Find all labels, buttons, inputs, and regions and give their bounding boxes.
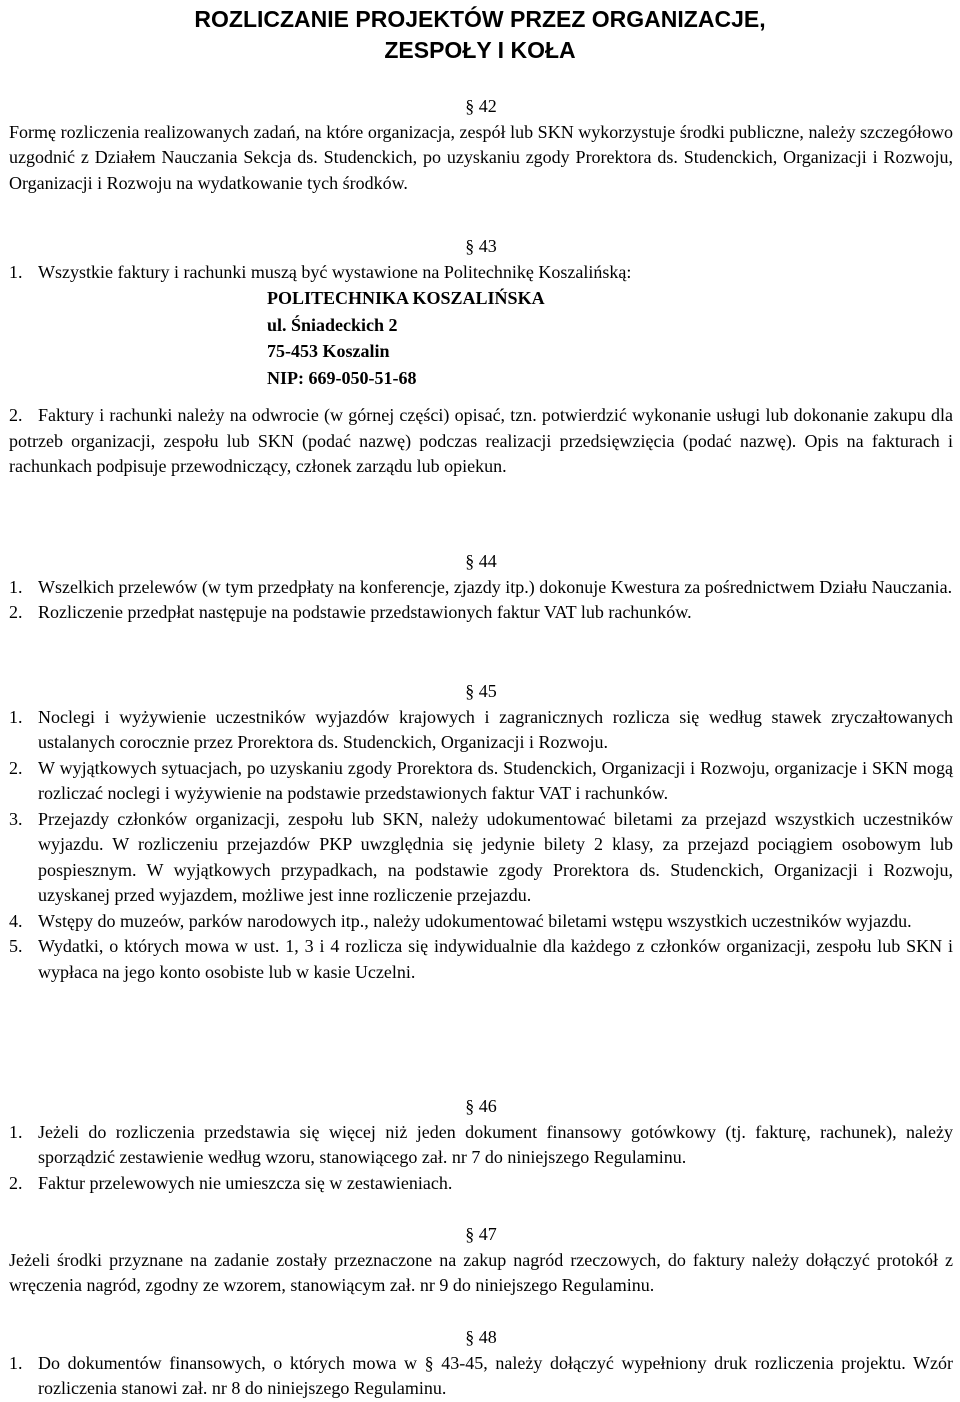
section-sign: § <box>424 1352 434 1373</box>
item-text-before: Do dokumentów finansowych, o których mowa w <box>38 1352 425 1373</box>
item-number: 1. <box>9 1121 23 1142</box>
item-number: 4. <box>9 910 23 931</box>
section-heading <box>9 549 953 575</box>
list-item <box>9 756 953 807</box>
list-item <box>9 575 953 601</box>
section-sign: § <box>465 1096 475 1116</box>
item-text: Rozliczenie przedpłat następuje na podstawie przedstawionych faktur VAT lub rachunków. <box>38 602 692 622</box>
invoice-address <box>267 285 953 391</box>
paragraph: Formę rozliczenia realizowanych zadań, na które organizacja, zespół lub SKN wykorzystuje środki publiczne, należy szczegółowo uzgodnić z Działem Nauczania Sekcja ds. Studenckich, po uzyskaniu zgody Prorektora ds. Studenckich, Organizacji i Rozwoju, Organizacji i Rozwoju na wydatkowanie tych środków. <box>9 121 953 193</box>
section-heading <box>9 1094 953 1120</box>
list-item <box>9 403 953 480</box>
list-item <box>9 807 953 909</box>
list-item <box>9 260 953 286</box>
item-number: 2. <box>9 405 23 425</box>
item-text: Wydatki, o których mowa w ust. 1, 3 i 4 rozlicza się indywidualnie dla każdego z członków organizacji, zespołu lub SKN i wypłaca na jego konto osobiste lub w kasie Uczelni. <box>38 936 953 982</box>
address-street: ul. Śniadeckich 2 <box>267 314 398 335</box>
section-number: 47 <box>478 1224 497 1244</box>
list-item <box>9 909 953 935</box>
item-number: 3. <box>9 808 23 829</box>
section-48 <box>9 1325 953 1402</box>
document-title <box>0 4 960 66</box>
item-text: Faktury i rachunki należy na odwrocie (w górnej części) opisać, tzn. potwierdzić wykonanie usługi lub dokonanie zakupu dla potrzeb organizacji, zespołu lub SKN (podać nazwę) podczas realizacji przedsięwzięcia (podać nazwę). Opis na fakturach i rachunkach podpisuje przewodniczący, członek zarządu lub opiekun. <box>9 405 953 476</box>
item-number: 1. <box>9 1352 23 1373</box>
section-43 <box>9 234 953 480</box>
section-47 <box>9 1222 953 1299</box>
section-number: 43 <box>478 236 497 256</box>
list-item <box>9 705 953 756</box>
section-number: 46 <box>478 1096 497 1116</box>
section-number: 44 <box>478 551 497 571</box>
list-item <box>9 1351 953 1402</box>
item-number: 1. <box>9 261 23 282</box>
item-number: 2. <box>9 1172 23 1193</box>
list-item <box>9 934 953 985</box>
section-heading <box>9 94 953 120</box>
section-44 <box>9 549 953 626</box>
item-number: 1. <box>9 576 23 597</box>
section-sign: § <box>465 96 475 116</box>
list-item <box>9 600 953 626</box>
item-number: 2. <box>9 757 23 778</box>
section-sign: § <box>465 1327 475 1347</box>
section-sign: § <box>465 236 475 256</box>
section-42 <box>9 94 953 196</box>
address-name: POLITECHNIKA KOSZALIŃSKA <box>267 288 545 308</box>
section-reference: 43-45 <box>441 1352 484 1373</box>
list-item <box>9 1171 953 1197</box>
section-46 <box>9 1094 953 1196</box>
section-heading <box>9 679 953 705</box>
spacer <box>9 391 953 403</box>
section-sign: § <box>465 1224 475 1244</box>
section-heading <box>9 234 953 260</box>
paragraph: Jeżeli środki przyznane na zadanie zostały przeznaczone na zakup nagród rzeczowych, do faktury należy dołączyć protokół z wręczenia nagród, zgodny ze wzorem, stanowiącym zał. nr 9 do niniejszego Regulaminu. <box>9 1249 953 1295</box>
item-text-after: , należy dołączyć wypełniony druk rozliczenia projektu. Wzór rozliczenia stanowi zał. nr 8 do niniejszego Regulaminu. <box>38 1352 953 1398</box>
item-text: Przejazdy członków organizacji, zespołu lub SKN, należy udokumentować biletami za przejazd wszystkich uczestników wyjazdu. W rozliczeniu przejazdów PKP uwzględnia się jedynie bilety 2 klasy, za przejazd pociągiem osobowym lub pospiesznym. W wyjątkowych przypadkach, na podstawie zgody Prorektora ds. Studenckich, Organizacji i Rozwoju, uzyskanej przed wyjazdem, możliwe jest inne rozliczenie przejazdu. <box>38 808 953 905</box>
item-number: 2. <box>9 602 23 622</box>
item-number: 5. <box>9 936 23 956</box>
section-sign: § <box>465 551 475 571</box>
item-text: W wyjątkowych sytuacjach, po uzyskaniu zgody Prorektora ds. Studenckich, Organizacji i Rozwoju, organizacje i SKN mogą rozliczać noclegi i wyżywienie na podstawie przedstawionych faktur VAT i rachunków. <box>38 757 953 803</box>
item-text: Jeżeli do rozliczenia przedstawia się więcej niż jeden dokument finansowy gotówkowy (tj. fakturę, rachunek), należy sporządzić zestawienie według wzoru, stanowiącego zał. nr 7 do niniejszego Regulaminu. <box>38 1121 953 1167</box>
item-number: 1. <box>9 706 23 727</box>
title-line-1: ROZLICZANIE PROJEKTÓW PRZEZ ORGANIZACJE, <box>194 6 766 32</box>
address-nip: NIP: 669-050-51-68 <box>267 367 417 388</box>
list-item <box>9 1120 953 1171</box>
item-text: Wszystkie faktury i rachunki muszą być wystawione na Politechnikę Koszalińską: <box>38 261 632 282</box>
section-heading <box>9 1325 953 1351</box>
item-text: Wstępy do muzeów, parków narodowych itp., należy udokumentować biletami wstępu wszystkich uczestników wyjazdu. <box>38 910 912 931</box>
title-line-2: ZESPOŁY I KOŁA <box>384 37 576 63</box>
section-45 <box>9 679 953 985</box>
item-text <box>38 1351 953 1402</box>
section-heading <box>9 1222 953 1248</box>
item-text: Faktur przelewowych nie umieszcza się w zestawieniach. <box>38 1172 453 1193</box>
address-city: 75-453 Koszalin <box>267 341 390 361</box>
section-number: 42 <box>478 96 497 116</box>
item-text: Wszelkich przelewów (w tym przedpłaty na konferencje, zjazdy itp.) dokonuje Kwestura za pośrednictwem Działu Nauczania. <box>38 576 953 597</box>
section-number: 45 <box>478 681 497 701</box>
item-text: Noclegi i wyżywienie uczestników wyjazdów krajowych i zagranicznych rozlicza się według stawek zryczałtowanych ustalanych corocznie przez Prorektora ds. Studenckich, Organizacji i Rozwoju. <box>38 706 953 752</box>
section-number: 48 <box>478 1327 497 1347</box>
section-sign: § <box>465 681 475 701</box>
